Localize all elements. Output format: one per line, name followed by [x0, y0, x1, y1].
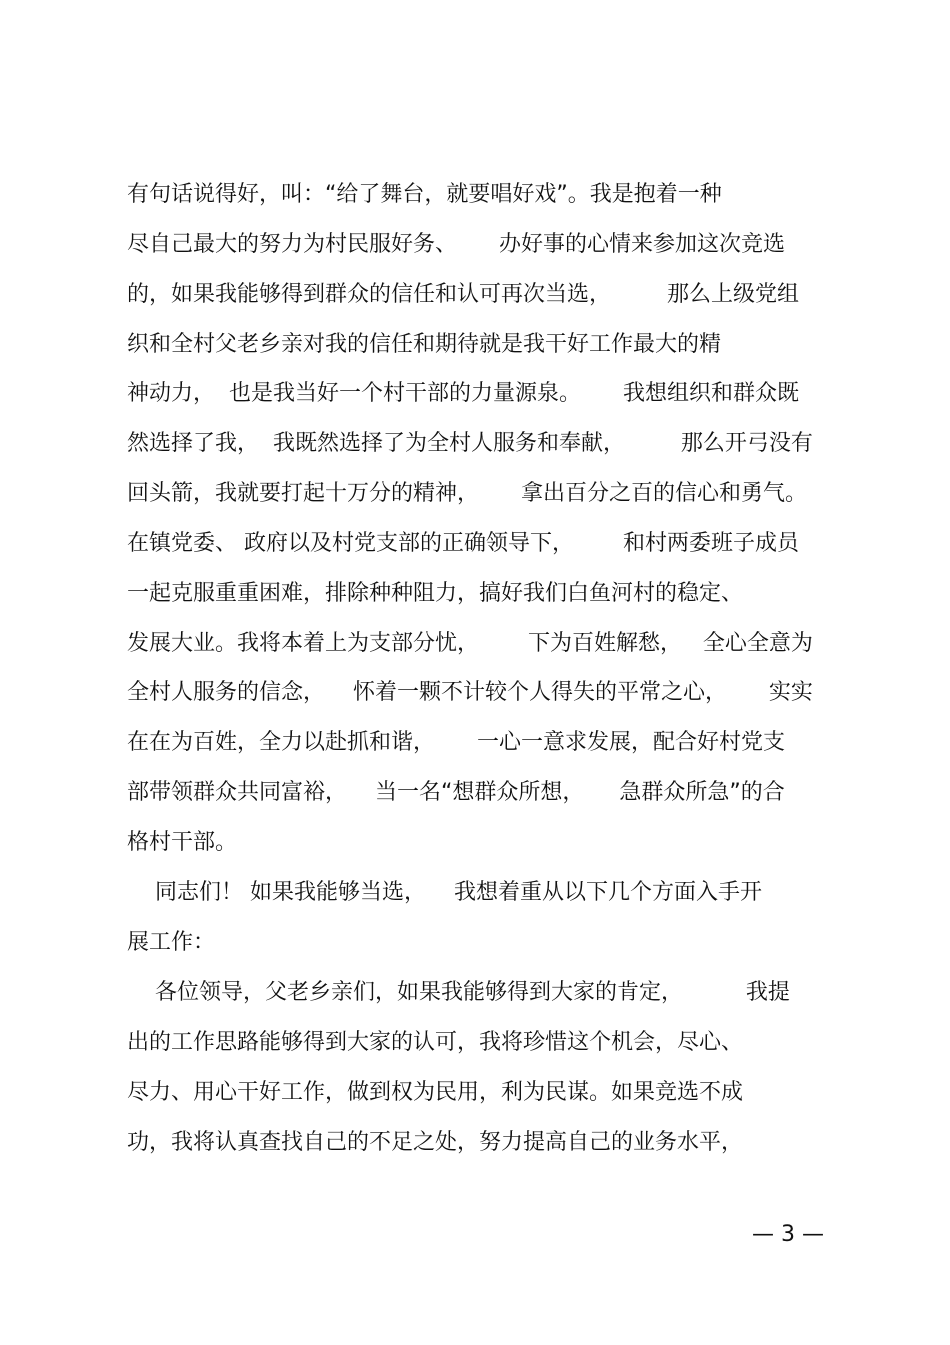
- body-line: 各位领导，父老乡亲们，如果我能够得到大家的肯定， 我提: [127, 980, 790, 1005]
- body-line: 在镇党委、 政府以及村党支部的正确领导下， 和村两委班子成员: [127, 531, 799, 556]
- body-line: 尽自己最大的努力为村民服好务、 办好事的心情来参加这次竞选: [127, 232, 785, 257]
- body-line: 神动力， 也是我当好一个村干部的力量源泉。 我想组织和群众既: [127, 381, 799, 406]
- body-line: 有句话说得好，叫：“给了舞台，就要唱好戏”。我是抱着一种: [127, 182, 722, 207]
- body-line: 发展大业。我将本着上为支部分忧， 下为百姓解愁， 全心全意为: [127, 631, 813, 656]
- body-line: 全村人服务的信念， 怀着一颗不计较个人得失的平常之心， 实实: [127, 680, 813, 705]
- body-line: 然选择了我， 我既然选择了为全村人服务和奉献， 那么开弓没有: [127, 431, 813, 456]
- body-line: 格村干部。: [127, 830, 238, 855]
- body-line: 织和全村父老乡亲对我的信任和期待就是我干好工作最大的精: [127, 332, 722, 357]
- body-line: 一起克服重重困难，排除种种阻力，搞好我们白鱼河村的稳定、: [127, 581, 744, 606]
- body-line: 同志们！ 如果我能够当选， 我想着重从以下几个方面入手开: [127, 880, 762, 905]
- page-number: — 3 —: [752, 1222, 824, 1247]
- body-line: 回头箭，我就要打起十万分的精神， 拿出百分之百的信心和勇气。: [127, 481, 807, 506]
- body-line: 出的工作思路能够得到大家的认可，我将珍惜这个机会，尽心、: [127, 1030, 744, 1055]
- body-line: 功，我将认真查找自己的不足之处，努力提高自己的业务水平，: [127, 1130, 744, 1155]
- body-line: 在在为百姓，全力以赴抓和谐， 一心一意求发展，配合好村党支: [127, 730, 785, 755]
- body-line: 部带领群众共同富裕， 当一名“想群众所想， 急群众所急”的合: [127, 780, 785, 805]
- body-line: 的，如果我能够得到群众的信任和认可再次当选， 那么上级党组: [127, 282, 799, 307]
- body-line: 尽力、用心干好工作，做到权为民用，利为民谋。如果竞选不成: [127, 1080, 744, 1105]
- body-line: 展工作：: [127, 930, 216, 955]
